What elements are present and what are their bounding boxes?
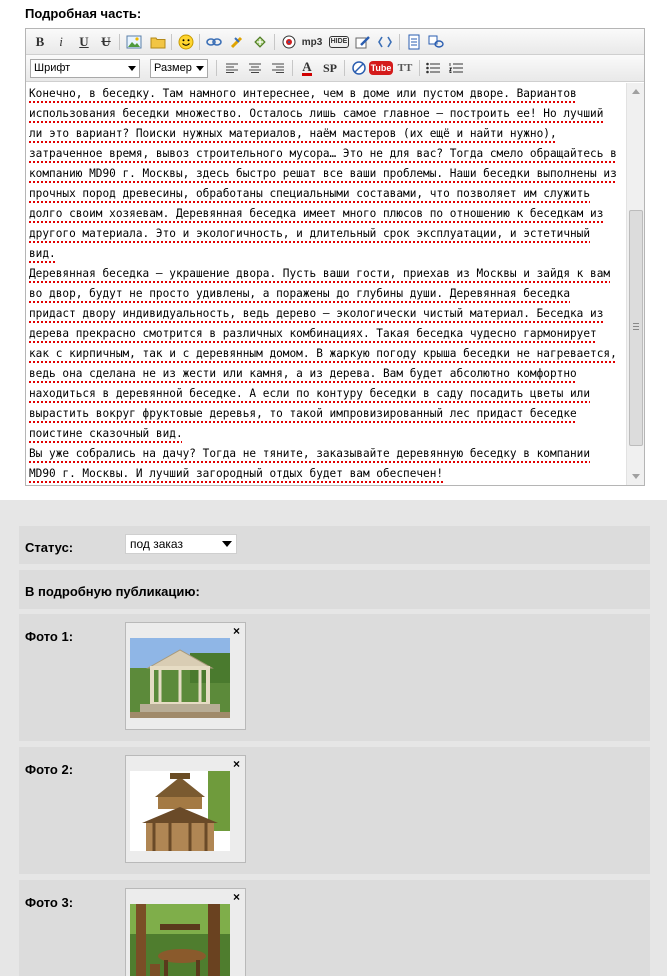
edit-icon[interactable] — [353, 32, 373, 52]
editor-scrollbar[interactable] — [626, 83, 644, 485]
close-icon[interactable]: × — [232, 624, 240, 638]
photo-label: Фото 3: — [25, 895, 74, 910]
toolbar-row-2 — [26, 55, 644, 82]
italic-button[interactable]: i — [59, 34, 63, 49]
photo-slot — [125, 755, 246, 863]
bullet-list-icon[interactable] — [423, 58, 443, 78]
photo-row — [19, 880, 650, 976]
strikethrough-button[interactable]: U — [101, 34, 111, 49]
remove-link-icon[interactable] — [227, 32, 247, 52]
scroll-down-icon[interactable] — [632, 474, 640, 479]
photo-slot — [125, 622, 246, 730]
scrollbar-thumb[interactable] — [629, 210, 643, 446]
underline-button[interactable]: U — [79, 34, 89, 49]
size-select[interactable]: Размер — [150, 59, 208, 78]
photo-row — [19, 747, 650, 874]
toolbar-row-1 — [26, 29, 644, 55]
photo-thumbnail[interactable] — [130, 638, 230, 718]
photo-row — [19, 614, 650, 741]
font-select[interactable]: Шрифт — [30, 59, 140, 78]
editor-paragraph: Конечно, в беседку. Там намного интереснее, чем в доме или пустом дворе. Вариантов использования беседки множество. Осталось лишь самое главное – построить ее! Но лучший ли это вариант? Поиски нужных материалов, наём мастеров (их ещё и найти нужно), затраченное время, вывоз строительного мусора… Это не для вас? Тогда смело обращайтесь в компанию MD90 г. Москвы, здесь быстро решат все ваши проблемы. Наши беседки выполнены из прочных пород древесины, обработаны специальными составами, что позволяет им служить долго своим хозяевам. Деревянная беседка имеет много плюсов по отношению к беседкам из другого материала. Это и экологичность, и длительный срок эксплуатации, и эстетичный вид. — [29, 87, 617, 260]
smiley-icon[interactable] — [176, 32, 196, 52]
youtube-button[interactable]: Tube — [370, 63, 392, 73]
rich-text-editor — [25, 28, 645, 486]
chevron-down-icon — [222, 541, 232, 547]
hide-button[interactable]: HIDE — [327, 32, 351, 52]
align-right-icon[interactable] — [268, 58, 288, 78]
status-select[interactable]: под заказ — [125, 534, 237, 554]
close-icon[interactable]: × — [232, 890, 240, 904]
numbered-list-icon[interactable] — [446, 58, 466, 78]
code-icon[interactable] — [375, 32, 395, 52]
no-format-icon[interactable] — [349, 58, 369, 78]
insert-link-icon[interactable] — [204, 32, 224, 52]
photo-slot — [125, 888, 246, 976]
photo-thumbnail[interactable] — [130, 771, 230, 851]
page-break-icon[interactable] — [404, 32, 424, 52]
details-area — [0, 500, 667, 976]
insert-image-icon[interactable] — [124, 32, 144, 52]
spoiler-button[interactable]: SP — [322, 60, 337, 75]
typewriter-button[interactable]: TT — [397, 62, 413, 74]
anchor-icon[interactable] — [250, 32, 270, 52]
publication-label: В подробную публикацию: — [25, 584, 200, 599]
editor-text-area[interactable] — [26, 83, 626, 485]
editor-paragraph: Вы уже собрались на дачу? Тогда не тяните, заказывайте деревянную беседку в компании MD90 г. Москвы. И лучший загородный отдых будет вам обеспечен! — [29, 447, 591, 480]
editor-paragraph: Деревянная беседка – украшение двора. Пусть ваши гости, приехав из Москвы и зайдя к вам во двор, будут не просто удивлены, а поражены до глубины души. Деревянная беседка придаст двору индивидуальность, ведь дерево – экологически чистый материал. Беседка из дерева прекрасно смотрится в различных комбинациях. Такая беседка чудесно гармонирует как с кирпичным, так и с деревянным домом. В жаркую погоду крыша беседки не нагревается, ведь она сделана не из жести или камня, а из дерева. Вам будет абсолютно комфортно находиться в деревянной беседке. А если по контуру беседки в саду посадить цветы или вырастить вокруг фруктовые деревья, то такой импровизированный лес придаст беседке поистине сказочный вид. — [29, 267, 617, 440]
bold-button[interactable]: B — [35, 34, 45, 49]
photo-label: Фото 2: — [25, 762, 74, 777]
mp3-button[interactable]: mp3 — [301, 36, 323, 48]
photo-thumbnail[interactable] — [130, 904, 230, 976]
scroll-up-icon[interactable] — [632, 89, 640, 94]
text-color-button[interactable]: A — [302, 58, 312, 74]
align-left-icon[interactable] — [222, 58, 242, 78]
status-label: Статус: — [25, 540, 74, 555]
photo-label: Фото 1: — [25, 629, 74, 644]
chevron-down-icon — [196, 66, 204, 71]
page-link-icon[interactable] — [426, 32, 446, 52]
publication-row — [19, 570, 650, 609]
chevron-down-icon — [128, 66, 136, 71]
open-folder-icon[interactable] — [148, 32, 168, 52]
section-title: Подробная часть: — [25, 6, 142, 21]
status-row — [19, 526, 650, 564]
align-center-icon[interactable] — [245, 58, 265, 78]
close-icon[interactable]: × — [232, 757, 240, 771]
media-icon[interactable] — [279, 32, 299, 52]
